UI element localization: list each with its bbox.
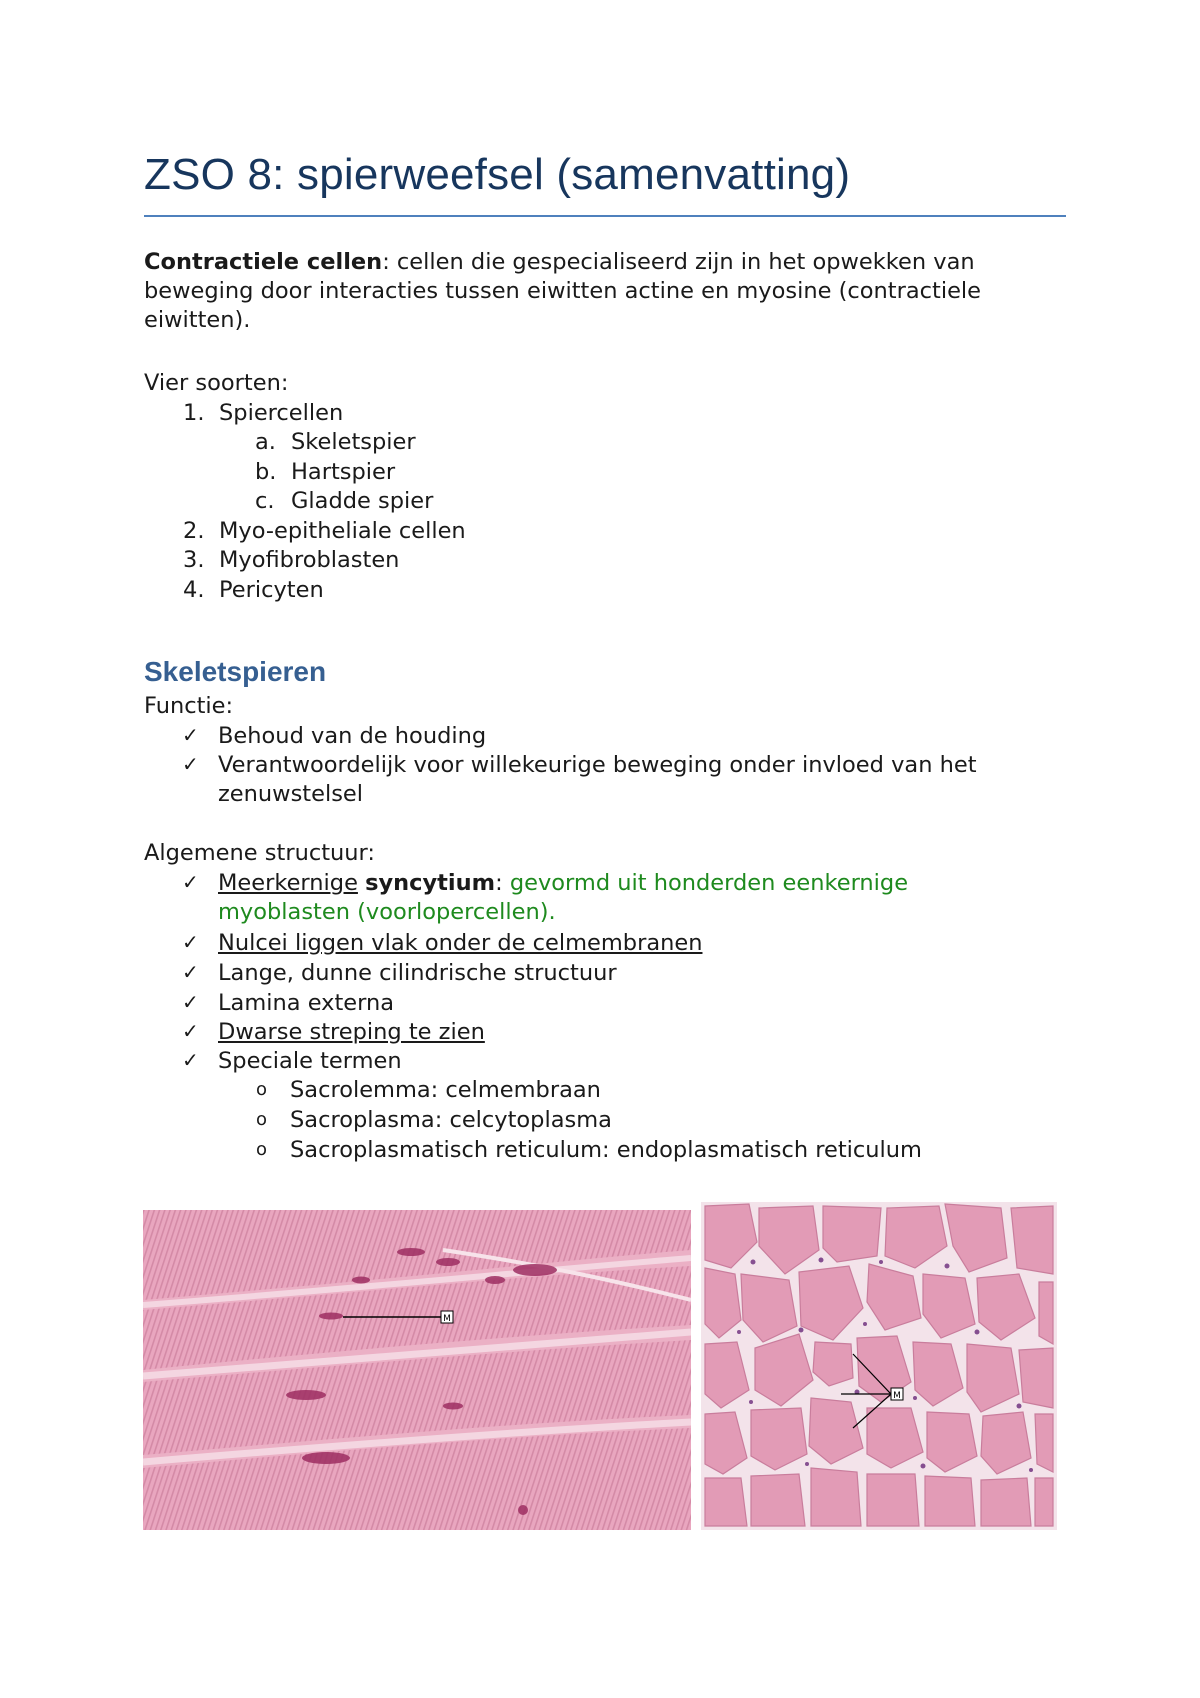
list-number: 1. <box>183 400 205 426</box>
list-label: Spiercellen <box>219 400 344 426</box>
structure-item: Speciale termen <box>218 1048 402 1074</box>
checkmark-icon: ✓ <box>182 930 199 954</box>
structure-item <box>218 869 1008 927</box>
cross-section-muscle-micrograph <box>701 1202 1057 1530</box>
bold-term: syncytium <box>365 870 496 896</box>
list-item <box>255 459 395 485</box>
list-item <box>255 429 416 455</box>
definition-text: : cellen die gespecialiseerd zijn in het opwekken van beweging door interacties tussen eiwitten actine en myosine (contractiele eiwitten). <box>144 249 982 333</box>
list-label: Skeletspier <box>291 429 416 455</box>
checkmark-icon: ✓ <box>182 723 199 747</box>
list-item <box>183 400 343 426</box>
colon: : <box>495 870 503 896</box>
structure-item: Lange, dunne cilindrische structuur <box>218 960 617 986</box>
section-heading: Skeletspieren <box>144 656 327 687</box>
image-label: M <box>893 1391 901 1401</box>
definition-paragraph <box>144 248 1066 335</box>
checkmark-icon: ✓ <box>182 1048 199 1072</box>
list-number: 2. <box>183 518 205 544</box>
list-number: 3. <box>183 547 205 573</box>
function-item: Behoud van de houding <box>218 723 487 749</box>
list-label: Gladde spier <box>291 488 434 514</box>
structure-heading: Algemene structuur: <box>144 840 375 866</box>
list-label: Hartspier <box>291 459 396 485</box>
underlined-term: Meerkernige <box>218 870 358 896</box>
list-item <box>255 488 433 514</box>
checkmark-icon: ✓ <box>182 960 199 984</box>
page-title: ZSO 8: spierweefsel (samenvatting) <box>144 150 851 199</box>
list-label: Pericyten <box>219 577 324 603</box>
list-number: 4. <box>183 577 205 603</box>
checkmark-icon: ✓ <box>182 870 199 894</box>
list-number: c. <box>255 488 275 514</box>
function-item: Verantwoordelijk voor willekeurige beweging onder invloed van het zenuwstelsel <box>218 752 977 807</box>
list-number: a. <box>255 429 276 455</box>
list-number: b. <box>255 459 277 485</box>
sub-item: Sacroplasma: celcytoplasma <box>290 1107 612 1133</box>
circle-bullet-icon: o <box>256 1139 268 1160</box>
sub-item: Sacroplasmatisch reticulum: endoplasmatisch reticulum <box>290 1137 922 1163</box>
image-label: M <box>443 1314 451 1324</box>
sub-item: Sacrolemma: celmembraan <box>290 1077 601 1103</box>
circle-bullet-icon: o <box>256 1109 268 1130</box>
structure-item: Lamina externa <box>218 990 395 1016</box>
function-heading: Functie: <box>144 693 234 719</box>
list-label: Myo-epitheliale cellen <box>219 518 466 544</box>
structure-item: Dwarse streping te zien <box>218 1019 485 1045</box>
structure-item: Nulcei liggen vlak onder de celmembranen <box>218 930 703 956</box>
list-item <box>183 577 324 603</box>
title-underline <box>144 215 1066 217</box>
list-label: Myofibroblasten <box>219 547 400 573</box>
green-note: gevormd uit honderden eenkernige myoblasten (voorlopercellen). <box>218 870 909 925</box>
checkmark-icon: ✓ <box>182 752 199 776</box>
longitudinal-muscle-micrograph <box>143 1210 691 1530</box>
types-heading: Vier soorten: <box>144 370 289 396</box>
list-item <box>183 518 466 544</box>
circle-bullet-icon: o <box>256 1079 268 1100</box>
checkmark-icon: ✓ <box>182 1019 199 1043</box>
definition-term: Contractiele cellen <box>144 249 383 275</box>
list-item <box>183 547 399 573</box>
checkmark-icon: ✓ <box>182 990 199 1014</box>
